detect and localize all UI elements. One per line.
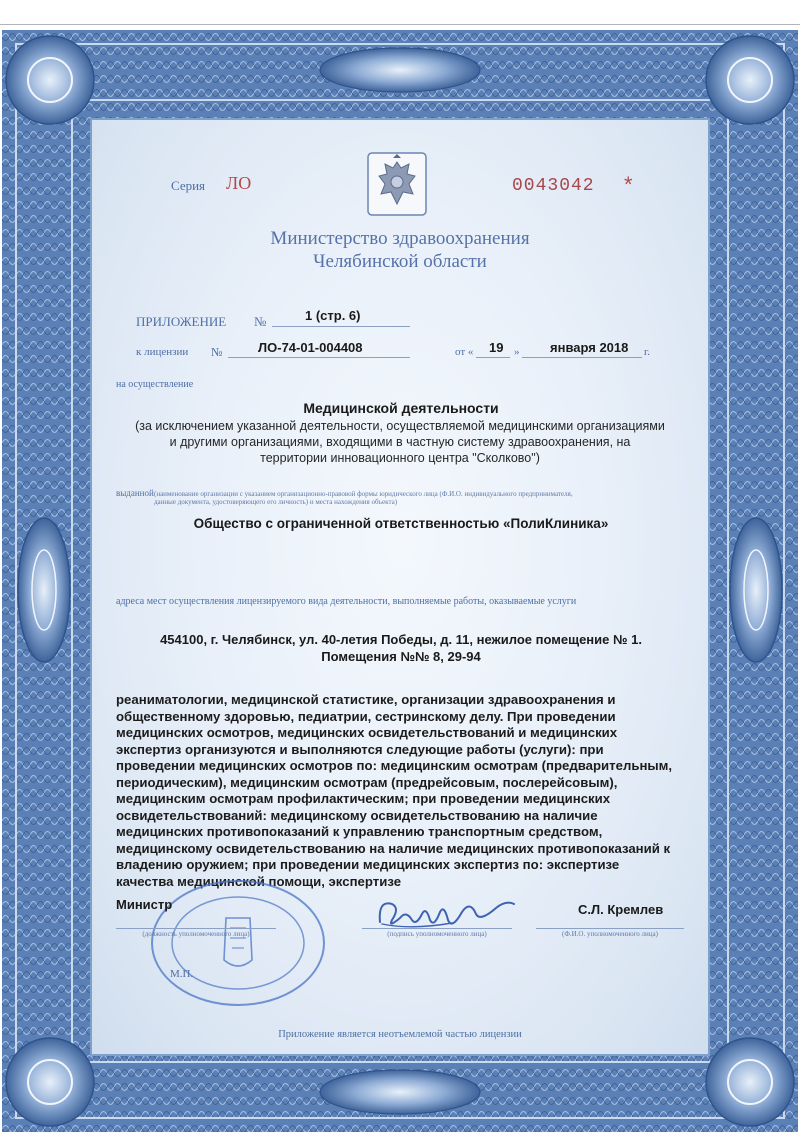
organization-name: Общество с ограниченной ответственностью «ПолиКлиника» — [193, 516, 609, 531]
ministry-name-line1: Министерство здравоохранения — [270, 228, 530, 249]
services-line: освидетельствований: медицинскому освидетельствованию на наличие — [116, 807, 598, 823]
services-line: реаниматологии, медицинской статистике, организации здравоохранения и — [116, 692, 616, 707]
date-quote-close: » — [514, 346, 520, 358]
address-label: адреса мест осуществления лицензируемого вида деятельности, выполняемые работы, оказываемые услуги — [116, 596, 577, 607]
services-line: качества медицинской помощи, экспертизе — [116, 873, 402, 889]
appendix-number-value: 1 (стр. 6) — [305, 308, 361, 323]
activity-title: Медицинской деятельности — [303, 400, 499, 416]
signer-position: Министр — [116, 897, 173, 912]
appendix-number-sign: № — [254, 314, 267, 329]
activity-description-line: и другими организациями, входящими в частную систему здравоохранения, на — [169, 435, 631, 449]
services-line: медицинскому освидетельствованию на наличие медицинских противопоказаний к — [116, 840, 671, 856]
ministry-name-line2: Челябинской области — [313, 251, 487, 272]
activity-description — [100, 418, 700, 466]
services-line: проведении медицинских осмотров по: медицинским осмотрам (предварительным, — [116, 758, 673, 773]
license-number: ЛО-74-01-004408 — [258, 340, 363, 355]
number-asterisk: * — [624, 172, 633, 197]
address-line2: Помещения №№ 8, 29-94 — [321, 649, 481, 664]
appendix-label: ПРИЛОЖЕНИЕ — [136, 314, 227, 329]
license-number-sign: № — [211, 345, 223, 359]
services-line: медицинских осмотров, медицинских освидетельствований и медицинских — [116, 725, 618, 740]
activity-description-line: территории инновационного центра "Сколково") — [260, 451, 540, 465]
issued-to-note-line: (наименование организации с указанием организационно-правовой формы юридического лица (Ф.И.О. индивидуального предпринимателя, — [154, 490, 573, 498]
activity-description-line: (за исключением указанной деятельности, осуществляемой медицинскими организациями — [135, 419, 665, 433]
license-form-number: 0043042 — [512, 176, 595, 196]
signature-note: (подпись уполномоченного лица) — [387, 930, 487, 938]
services-line: медицинских противопоказаний к управлению транспортным средством, — [116, 824, 603, 839]
signature-underline — [362, 928, 512, 929]
to-license-label: к лицензии — [136, 346, 189, 358]
issued-to-note — [154, 490, 684, 506]
activity-intro-label: на осуществление — [116, 379, 194, 390]
position-underline — [116, 928, 276, 929]
services-line: владению оружием; при проведении медицинских экспертиз по: экспертизе — [116, 857, 620, 872]
services-line: экспертиз организуются и выполняются следующие работы (услуги): при — [116, 741, 604, 757]
appendix-underline — [272, 326, 410, 327]
stamp-place-label: М.П. — [170, 968, 194, 980]
series-label: Серия — [171, 178, 206, 193]
issued-to-label: выданной — [116, 488, 154, 498]
day-underline — [476, 357, 510, 358]
month-underline — [522, 357, 642, 358]
series-value: ЛО — [226, 173, 252, 193]
date-from-label: от « — [455, 346, 474, 358]
license-day: 19 — [489, 340, 504, 355]
license-number-underline — [228, 357, 410, 358]
issued-to-note-line: данные документа, удостоверяющего его личность) и места нахождения объекта) — [154, 498, 398, 506]
footer-note: Приложение является неотъемлемой частью лицензии — [278, 1029, 522, 1040]
license-month-year: января 2018 — [550, 340, 629, 355]
year-suffix: г. — [644, 346, 651, 358]
services-line: общественному здоровью, педиатрии, сестринскому делу. При проведении — [116, 708, 616, 724]
top-divider — [0, 24, 800, 25]
address-line1: 454100, г. Челябинск, ул. 40-летия Победы, д. 11, нежилое помещение № 1. — [160, 632, 642, 647]
coat-of-arms-icon — [367, 152, 427, 216]
official-stamp — [148, 878, 328, 1008]
position-note: (должность уполномоченного лица) — [142, 930, 250, 938]
name-underline — [536, 928, 684, 929]
name-note: (Ф.И.О. уполномоченного лица) — [562, 930, 658, 938]
services-text — [116, 692, 686, 890]
services-line: периодическим), медицинским осмотрам (предрейсовым, послерейсовым), — [116, 774, 618, 790]
services-line: медицинским осмотрам профилактическим; при проведении медицинских — [116, 791, 611, 806]
signer-name: С.Л. Кремлев — [578, 902, 664, 917]
